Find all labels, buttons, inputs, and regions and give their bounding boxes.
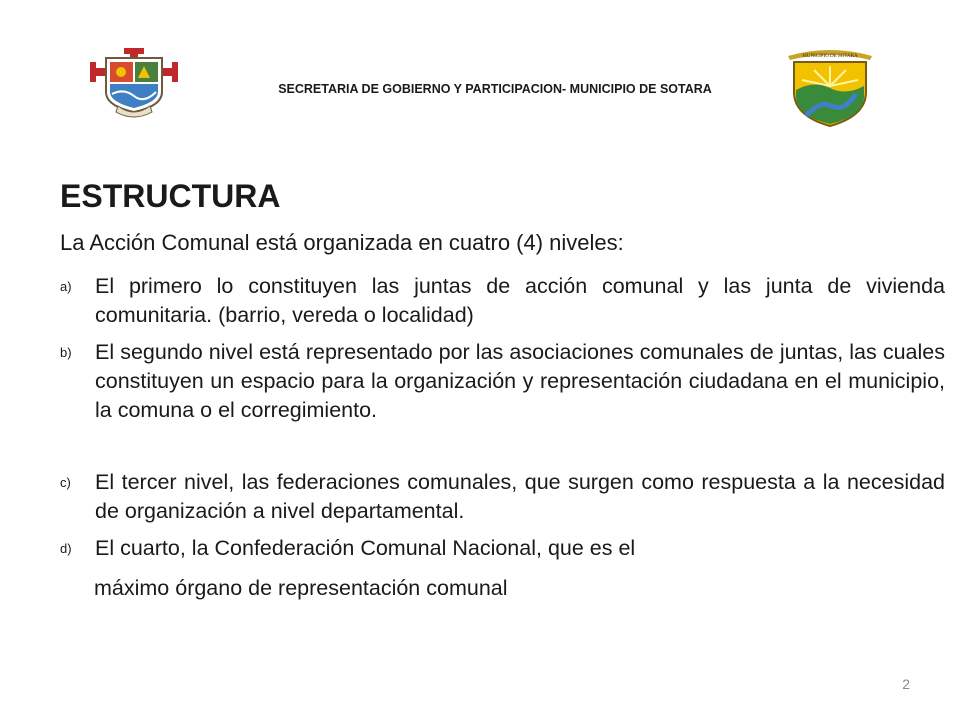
list-item (60, 338, 945, 425)
sotara-shield-icon (780, 46, 880, 128)
list-marker: b) (60, 345, 72, 360)
header-title: SECRETARIA DE GOBIERNO Y PARTICIPACION- MUNICIPIO DE SOTARA (278, 82, 712, 96)
list-item-text: El cuarto, la Confederación Comunal Nacional, que es el (95, 536, 636, 560)
intro-text: La Acción Comunal está organizada en cuatro (4) niveles: (60, 230, 624, 255)
page-number: 2 (902, 676, 910, 692)
list-item-continuation: máximo órgano de representación comunal (94, 576, 508, 600)
list-item (60, 534, 945, 563)
page-heading: ESTRUCTURA (60, 178, 281, 214)
municipal-coat-of-arms-icon (88, 46, 180, 118)
list-item (60, 468, 945, 526)
shield-banner-text: MUNICIPIO DE SOTARA (802, 54, 858, 59)
list-item (60, 272, 945, 330)
list-marker: d) (60, 541, 72, 556)
list-item-text: El primero lo constituyen las juntas de acción comunal y las junta de vivienda comunitaria. (barrio, vereda o localidad) (95, 274, 945, 327)
list-marker: a) (60, 279, 72, 294)
list-item-text: El tercer nivel, las federaciones comunales, que surgen como respuesta a la necesidad de organización a nivel departamental. (95, 470, 945, 523)
list-marker: c) (60, 475, 71, 490)
list-item-text: El segundo nivel está representado por las asociaciones comunales de juntas, las cuales constituyen un espacio para la organización y representación ciudadana en el municipio, la comuna o el corregimiento. (95, 340, 945, 422)
